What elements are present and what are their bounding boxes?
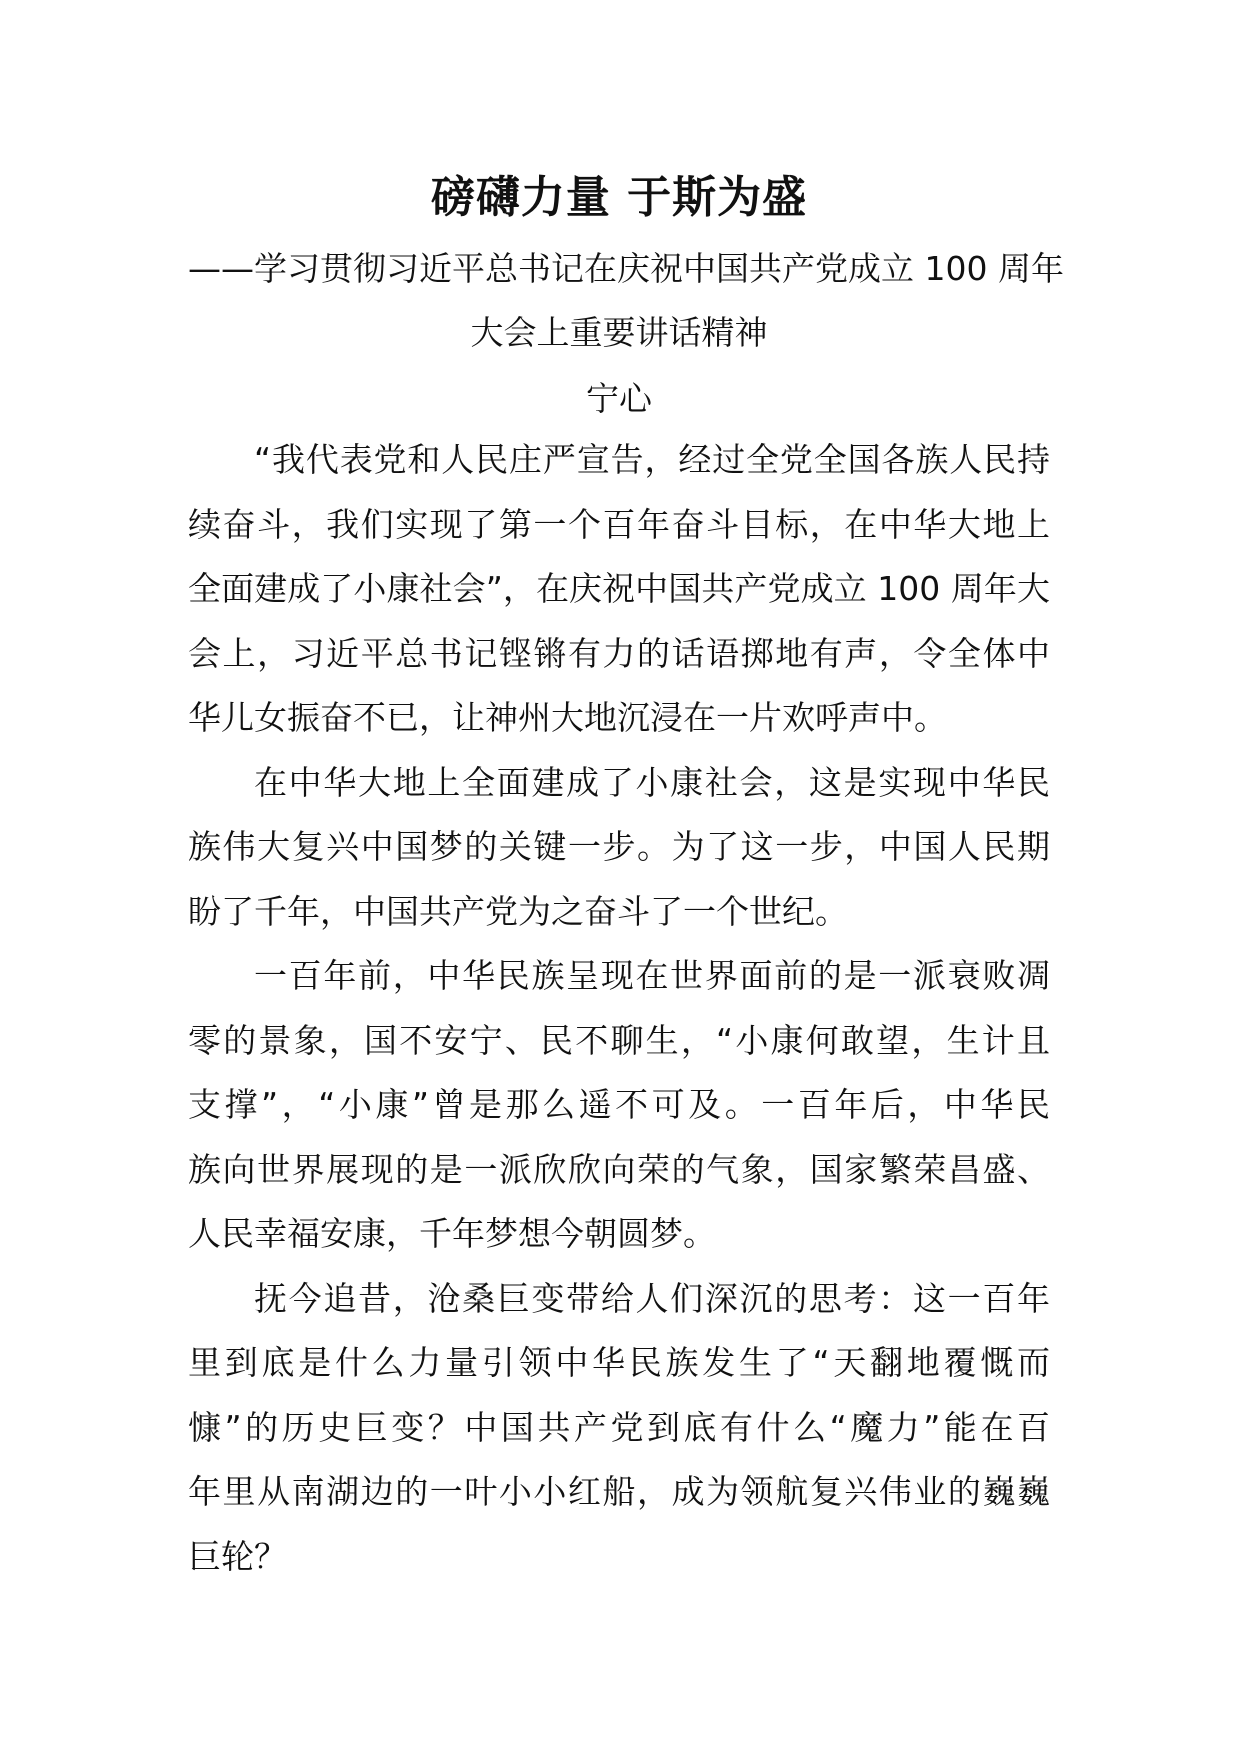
- paragraph-2: [188, 751, 1050, 945]
- paragraph-4: [188, 1267, 1050, 1590]
- paragraph-line: 续奋斗，我们实现了第一个百年奋斗目标，在中华大地上: [188, 504, 1050, 544]
- article-author: 宁心: [586, 379, 652, 418]
- paragraph-line: 一百年前，中华民族呈现在世界面前的是一派衰败凋: [254, 956, 1050, 995]
- article-body: [188, 428, 1050, 1589]
- subtitle-line-2: 大会上重要讲话精神: [470, 313, 768, 352]
- paragraph-line: 盼了千年，中国共产党为之奋斗了一个世纪。: [188, 891, 848, 931]
- paragraph-line: “我代表党和人民庄严宣告，经过全党全国各族人民持: [254, 440, 1050, 479]
- paragraph-3: [188, 944, 1050, 1267]
- paragraph-line: 族向世界展现的是一派欣欣向荣的气象，国家繁荣昌盛、: [188, 1149, 1050, 1189]
- paragraph-line: 会上，习近平总书记铿锵有力的话语掷地有声，令全体中: [188, 633, 1050, 673]
- subtitle-line-1: ——学习贯彻习近平总书记在庆祝中国共产党成立 100 周年: [188, 249, 1064, 288]
- paragraph-line: 人民幸福安康，千年梦想今朝圆梦。: [188, 1214, 716, 1253]
- paragraph-line: 抚今追昔，沧桑巨变带给人们深沉的思考：这一百年: [254, 1278, 1050, 1318]
- paragraph-line: 支撑”，“小康”曾是那么遥不可及。一百年后，中华民: [188, 1085, 1050, 1124]
- paragraph-line: 零的景象，国不安宁、民不聊生，“小康何敢望，生计且: [188, 1020, 1050, 1060]
- paragraph-line: 全面建成了小康社会”，在庆祝中国共产党成立 100 周年大: [188, 569, 1050, 608]
- paragraph-line: 里到底是什么力量引领中华民族发生了“天翻地覆慨而: [188, 1343, 1050, 1382]
- paragraph-1: [188, 428, 1050, 751]
- paragraph-line: 族伟大复兴中国梦的关键一步。为了这一步，中国人民期: [188, 827, 1050, 866]
- article-title: 磅礴力量 于斯为盛: [430, 172, 808, 223]
- paragraph-line: 年里从南湖边的一叶小小红船，成为领航复兴伟业的巍巍: [188, 1472, 1050, 1511]
- article-subtitle: [188, 237, 1064, 365]
- paragraph-line: 在中华大地上全面建成了小康社会，这是实现中华民: [254, 762, 1050, 802]
- paragraph-line: 慷”的历史巨变？中国共产党到底有什么“魔力”能在百: [188, 1407, 1050, 1447]
- paragraph-line: 华儿女振奋不已，让神州大地沉浸在一片欢呼声中。: [188, 698, 947, 737]
- paragraph-line: 巨轮？: [188, 1536, 287, 1576]
